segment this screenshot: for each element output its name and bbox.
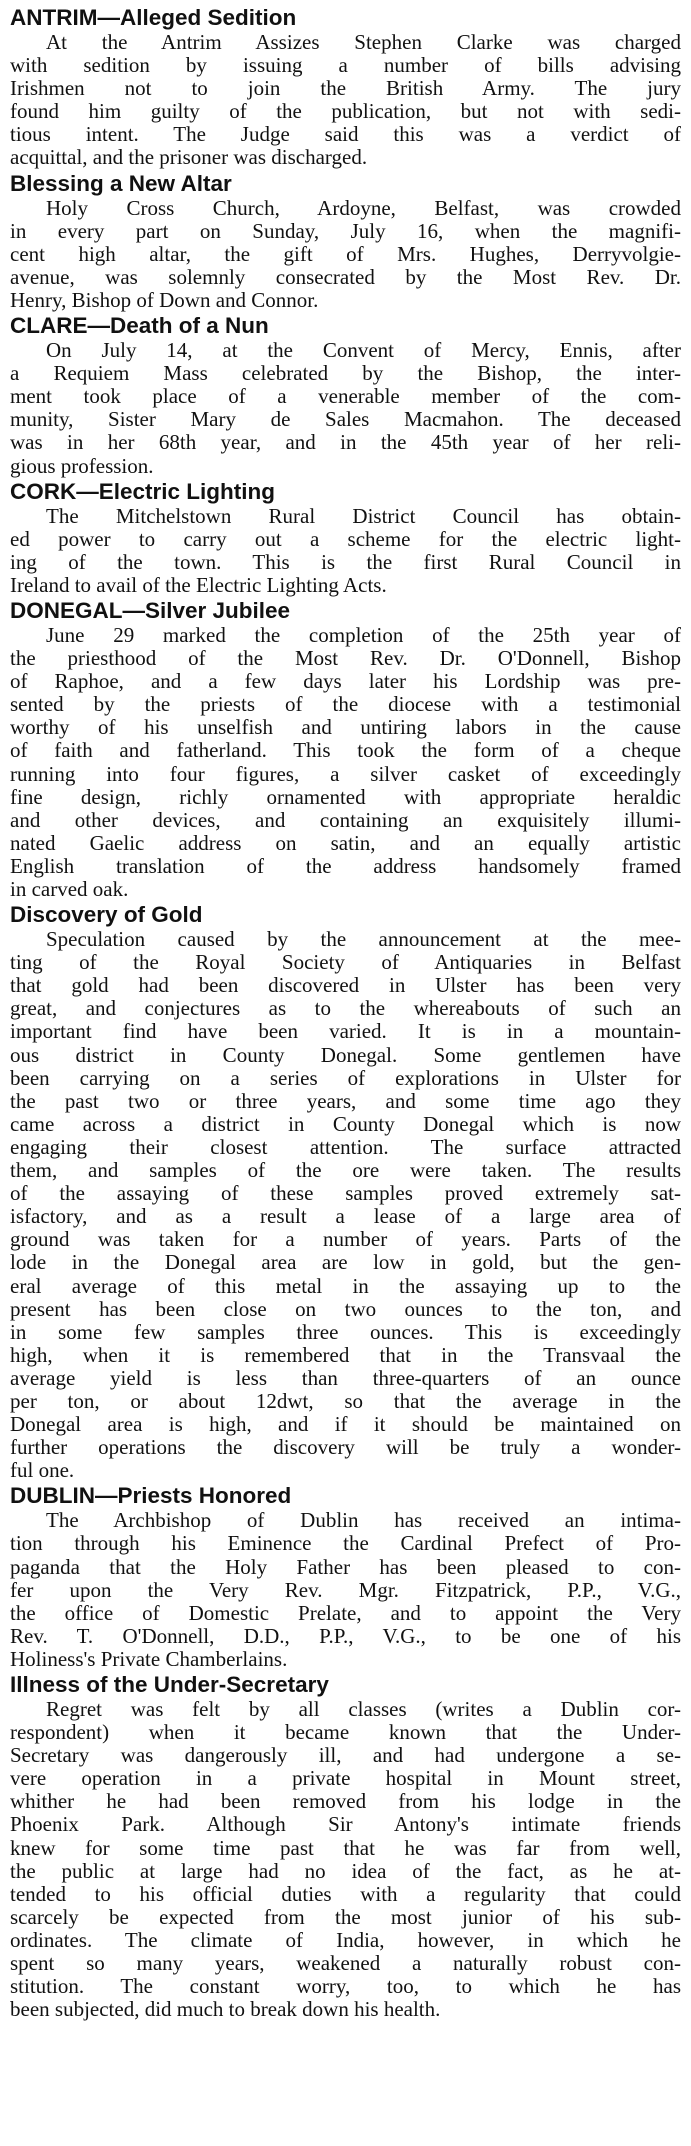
article-body (10, 928, 681, 1482)
article-text-line: important find have been varied. It is in a mountain- (10, 1019, 681, 1044)
article-text-line: scarcely be expected from the most junior of his sub- (10, 1904, 681, 1929)
article-text-line: average yield is less than three-quarters of an ounce (10, 1365, 681, 1390)
article-text-line: nated Gaelic address on satin, and an equally artistic (10, 830, 681, 855)
article-text-line: Phoenix Park. Although Sir Antony's intimate friends (10, 1812, 681, 1837)
article-text-line: whither he had been removed from his lodge in the (10, 1789, 681, 1814)
article-text-line: the public at large had no idea of the fact, as he at- (10, 1858, 681, 1883)
news-article (10, 901, 681, 1482)
article-body (10, 1509, 681, 1671)
article-body (10, 339, 681, 478)
article-text-line: eral average of this metal in the assaying up to the (10, 1273, 681, 1298)
article-heading: DUBLIN—Priests Honored (10, 1483, 292, 1509)
article-text-line: gious profession. (10, 453, 154, 478)
article-body (10, 1698, 681, 2021)
article-text-line: in some few samples three ounces. This is exceedingly (10, 1319, 681, 1344)
article-text-line: Henry, Bishop of Down and Connor. (10, 287, 319, 312)
article-text-line: per ton, or about 12dwt, so that the average in the (10, 1388, 681, 1413)
article-body (10, 197, 681, 312)
article-text-line: cent high altar, the gift of Mrs. Hughes, Derryvolgie- (10, 241, 681, 266)
article-text-line: them, and samples of the ore were taken. The results (10, 1158, 681, 1183)
article-text-line: great, and conjectures as to the whereabouts of such an (10, 996, 681, 1021)
article-text-line: Ireland to avail of the Electric Lighting Acts. (10, 572, 387, 597)
article-text-line: running into four figures, a silver casket of exceedingly (10, 761, 681, 786)
article-heading: Blessing a New Altar (10, 170, 232, 196)
article-text-line: At the Antrim Assizes Stephen Clarke was charged (46, 30, 681, 54)
article-text-line: English translation of the address handsomely framed (10, 853, 681, 878)
article-text-line: fer upon the Very Rev. Mgr. Fitzpatrick, P.P., V.G., (10, 1577, 681, 1602)
article-text-line: tious intent. The Judge said this was a verdict of (10, 122, 681, 147)
article-text-line: high, when it is remembered that in the Transvaal the (10, 1342, 681, 1367)
article-text-line: the office of Domestic Prelate, and to appoint the Very (10, 1600, 681, 1625)
article-text-line: spent so many years, weakened a naturally robust con- (10, 1951, 681, 1976)
article-text-line: tended to his official duties with a regularity that could (10, 1881, 681, 1906)
article-heading: ANTRIM—Alleged Sedition (10, 5, 297, 30)
article-text-line: ful one. (10, 1458, 75, 1483)
article-text-line: with sedition by issuing a number of bills advising (10, 53, 681, 78)
article-text-line: of faith and fatherland. This took the form of a cheque (10, 738, 681, 763)
article-text-line: of Raphoe, and a few days later his Lordship was pre- (10, 669, 681, 694)
news-article (10, 312, 681, 478)
article-text-line: a Requiem Mass celebrated by the Bishop, the inter- (10, 361, 681, 386)
article-text-line: fine design, richly ornamented with appropriate heraldic (10, 784, 681, 809)
article-text-line: found him guilty of the publication, but not with sedi- (10, 99, 681, 124)
article-text-line: Rev. T. O'Donnell, D.D., P.P., V.G., to be one of his (10, 1623, 681, 1648)
article-text-line: June 29 marked the completion of the 25th year of (46, 622, 681, 647)
article-text-line: of the assaying of these samples proved extremely sat- (10, 1181, 681, 1206)
article-text-line: Donegal area is high, and if it should be maintained on (10, 1412, 681, 1437)
article-text-line: further operations the discovery will be truly a wonder- (10, 1435, 681, 1460)
news-article (10, 4, 681, 170)
article-text-line: ing of the town. This is the first Rural Council in (10, 549, 681, 574)
news-article (10, 478, 681, 597)
article-heading: Illness of the Under-Secretary (10, 1672, 329, 1697)
article-text-line: ordinates. The climate of India, however, in which he (10, 1927, 681, 1952)
article-text-line: Speculation caused by the announcement at the mee- (46, 927, 681, 952)
article-text-line: ous district in County Donegal. Some gentlemen have (10, 1042, 681, 1067)
article-text-line: was in her 68th year, and in the 45th year of her reli- (10, 430, 681, 455)
article-text-line: On July 14, at the Convent of Mercy, Ennis, after (46, 338, 681, 363)
article-text-line: isfactory, and as a result a lease of a large area of (10, 1204, 681, 1229)
article-body (10, 505, 681, 597)
article-text-line: engaging their closest attention. The surface attracted (10, 1134, 681, 1159)
article-text-line: tion through his Eminence the Cardinal Prefect of Pro- (10, 1531, 681, 1556)
article-text-line: worthy of his unselfish and untiring labors in the cause (10, 715, 681, 740)
article-text-line: in every part on Sunday, July 16, when the magnifi- (10, 218, 681, 243)
article-text-line: stitution. The constant worry, too, to which he has (10, 1974, 681, 1999)
article-text-line: Irishmen not to join the British Army. The jury (10, 76, 681, 101)
article-text-line: munity, Sister Mary de Sales Macmahon. The deceased (10, 407, 681, 432)
article-heading: DONEGAL—Silver Jubilee (10, 597, 291, 623)
news-article (10, 1671, 681, 2021)
article-body (10, 624, 681, 901)
article-text-line: vere operation in a private hospital in Mount street, (10, 1766, 681, 1791)
news-article (10, 597, 681, 901)
article-text-line: avenue, was solemnly consecrated by the Most Rev. Dr. (10, 264, 681, 289)
article-heading: CLARE—Death of a Nun (10, 313, 269, 339)
article-text-line: The Archbishop of Dublin has received an intima- (46, 1508, 681, 1533)
article-text-line: acquittal, and the prisoner was discharged. (10, 145, 368, 170)
article-heading: CORK—Electric Lighting (10, 478, 276, 504)
article-text-line: ment took place of a venerable member of the com- (10, 384, 681, 409)
article-text-line: the priesthood of the Most Rev. Dr. O'Donnell, Bishop (10, 646, 681, 671)
article-text-line: The Mitchelstown Rural District Council has obtain- (46, 503, 681, 528)
article-text-line: respondent) when it became known that the Under- (10, 1720, 681, 1745)
news-article (10, 170, 681, 312)
article-text-line: present has been close on two ounces to the ton, and (10, 1296, 681, 1321)
article-text-line: been carrying on a series of explorations in Ulster for (10, 1065, 681, 1090)
article-text-line: that gold had been discovered in Ulster has been very (10, 973, 681, 998)
article-heading: Discovery of Gold (10, 902, 203, 928)
article-text-line: knew for some time past that he was far from well, (10, 1835, 681, 1860)
article-body (10, 31, 681, 170)
article-text-line: ting of the Royal Society of Antiquaries in Belfast (10, 950, 681, 975)
article-text-line: in carved oak. (10, 877, 129, 901)
news-article (10, 1482, 681, 1671)
article-text-line: Holiness's Private Chamberlains. (10, 1646, 288, 1671)
article-text-line: the past two or three years, and some time ago they (10, 1088, 681, 1113)
article-text-line: lode in the Donegal area are low in gold, but the gen- (10, 1250, 681, 1275)
article-text-line: and other devices, and containing an exquisitely illumi- (10, 807, 681, 832)
article-text-line: paganda that the Holy Father has been pleased to con- (10, 1554, 681, 1579)
article-text-line: Secretary was dangerously ill, and had undergone a se- (10, 1743, 681, 1768)
article-text-line: Holy Cross Church, Ardoyne, Belfast, was crowded (46, 195, 681, 220)
article-text-line: came across a district in County Donegal which is now (10, 1111, 681, 1136)
article-text-line: been subjected, did much to break down his health. (10, 1997, 441, 2022)
article-text-line: sented by the priests of the diocese with a testimonial (10, 692, 681, 717)
article-text-line: ed power to carry out a scheme for the electric light- (10, 526, 681, 551)
article-text-line: Regret was felt by all classes (writes a Dublin cor- (46, 1697, 681, 1721)
article-text-line: ground was taken for a number of years. Parts of the (10, 1227, 681, 1252)
